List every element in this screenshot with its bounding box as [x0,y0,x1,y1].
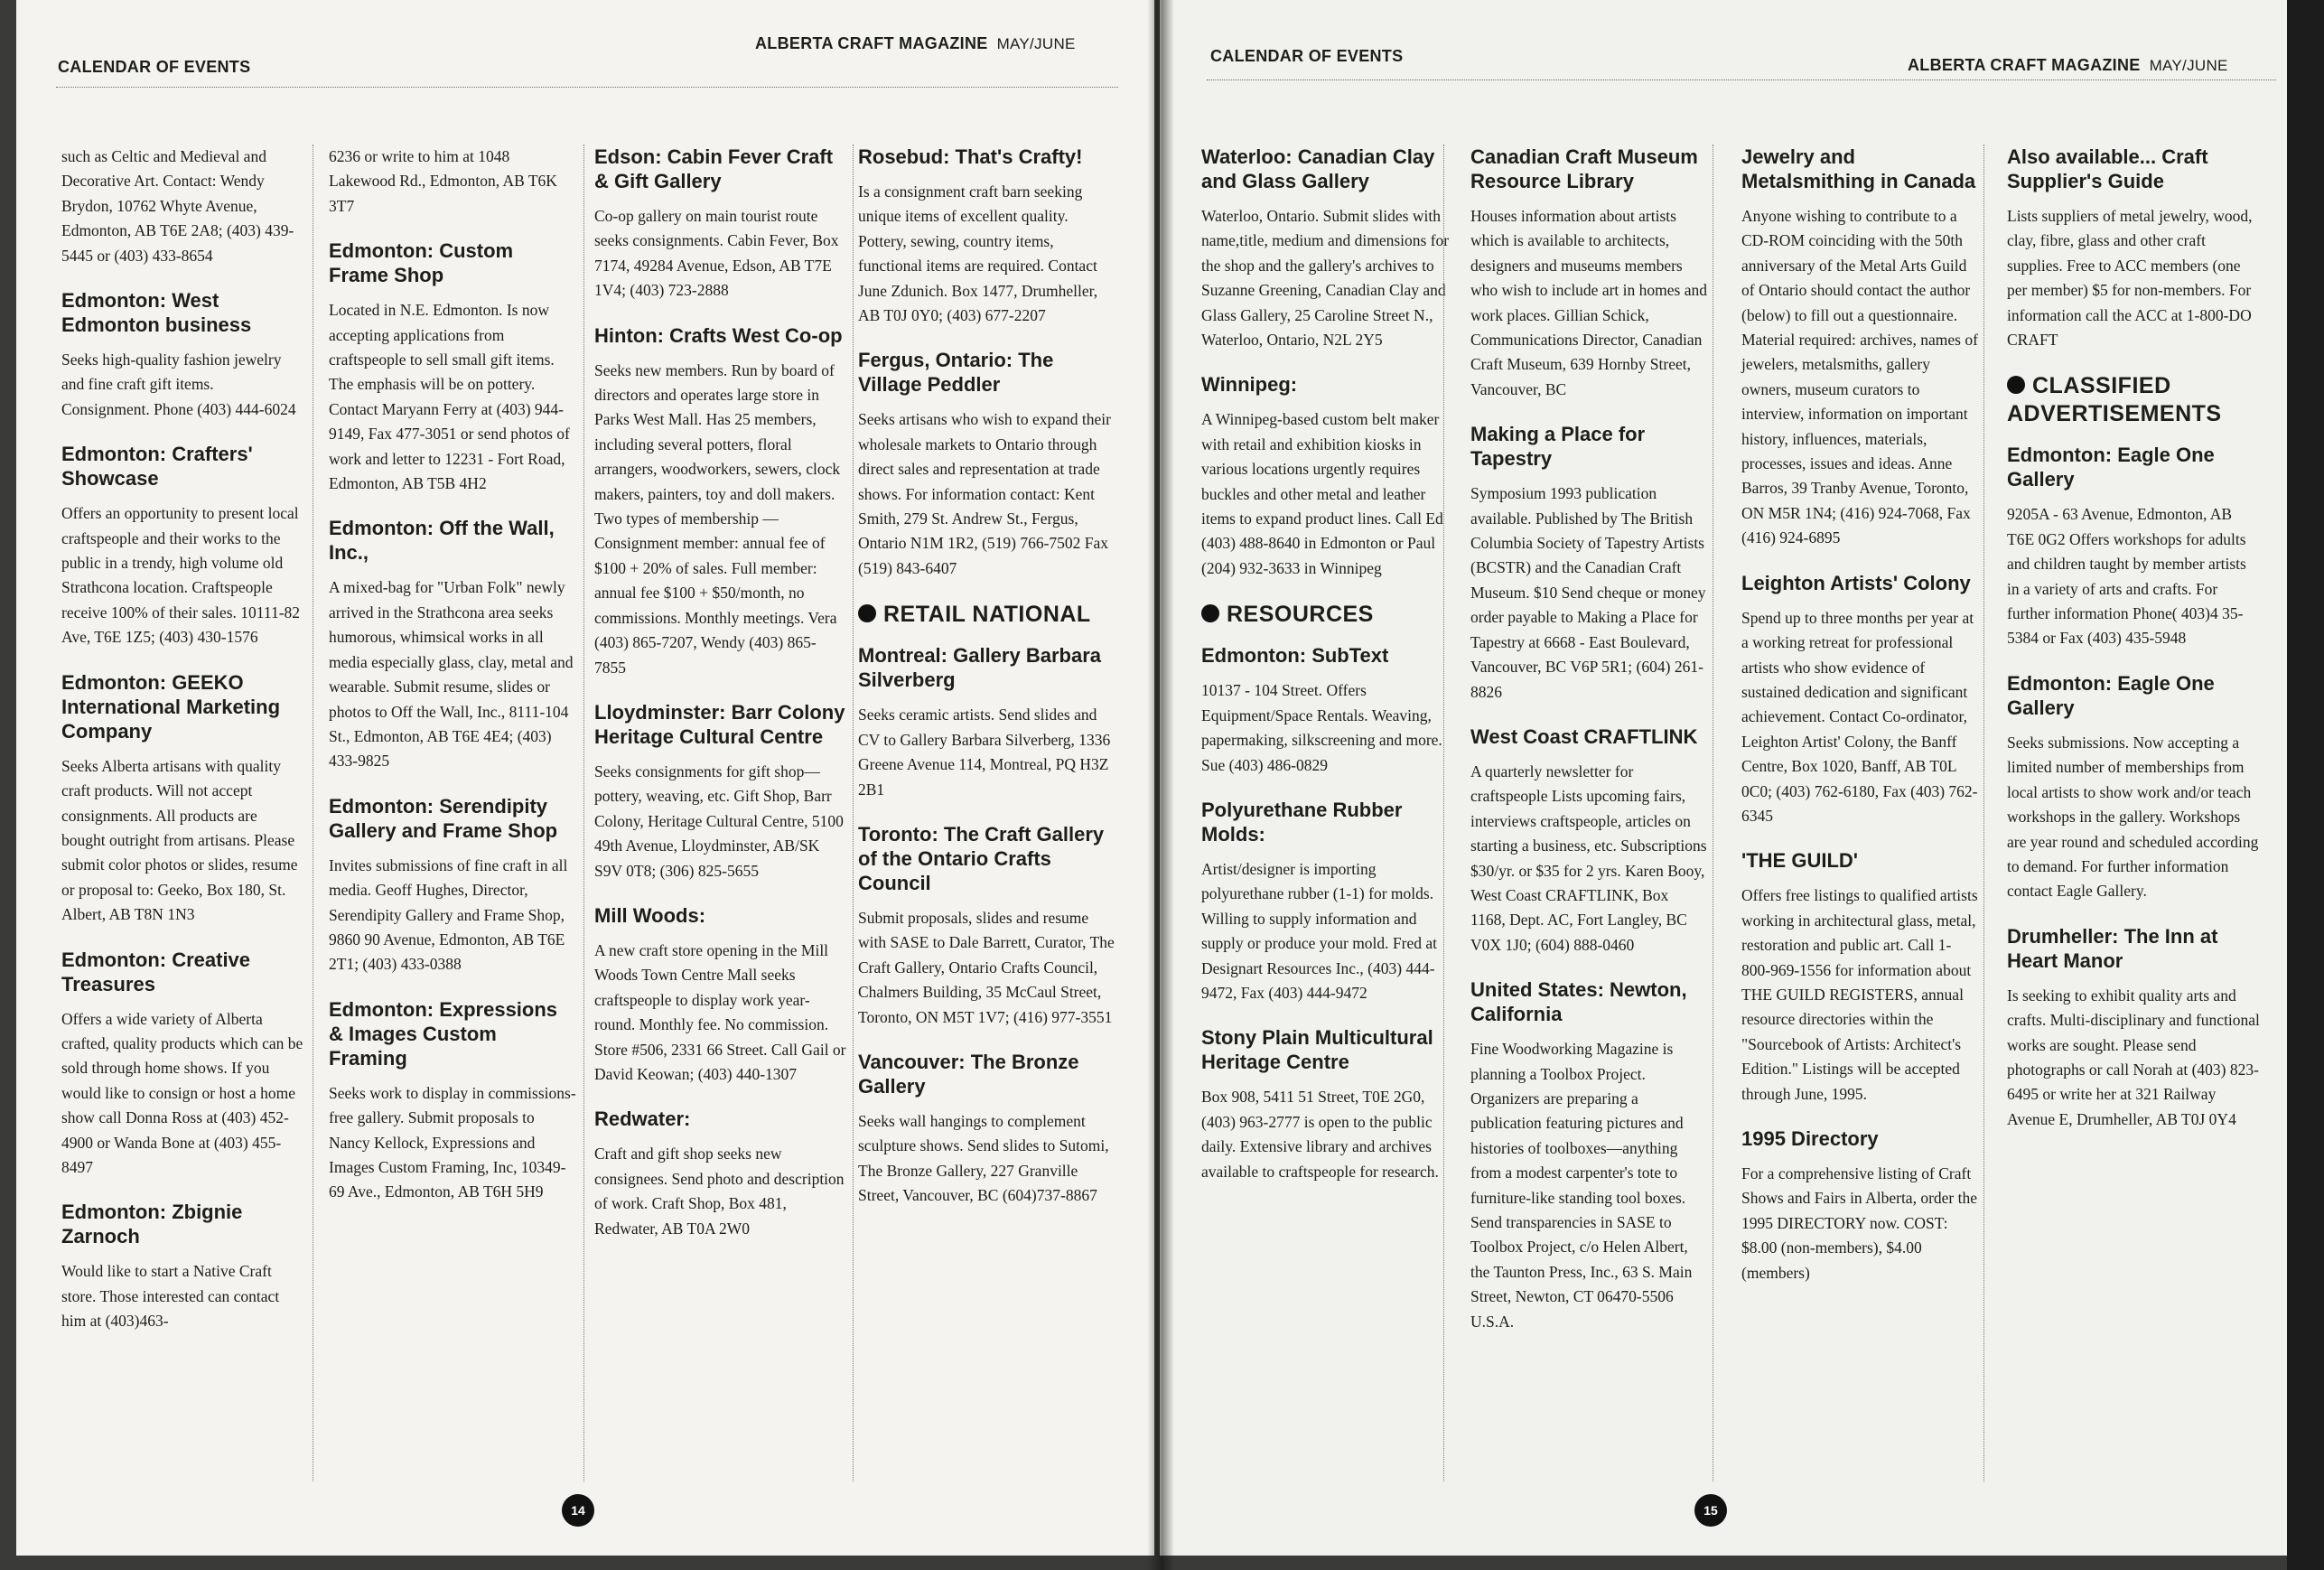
listing-body: Offers a wide variety of Alberta crafted, quality products which can be sold through home shows. If you would like to consign or host a home show call Donna Ross at (403) 452-4900 or Wanda Bone at (403) 455-8497 [61,1009,303,1176]
listing-item [594,903,847,1087]
right-page [1160,0,2287,1556]
listing-item [1201,798,1454,1005]
listing-body: Seeks submissions. Now accepting a limited number of memberships from local artists to show work and/or teach workshops in the gallery. Workshops are year round and scheduled according to demand. For further information contact Eagle Gallery. [2007,733,2259,901]
listing-item [329,794,576,977]
listing-item [1201,145,1454,352]
listing-item [61,288,303,422]
listing-body: Houses information about artists which is available to architects, designers and museums members who wish to include art in homes and work places. Gillian Schick, Communications Director, Canadian Craft Museum, 639 Hornby Street, Vancouver, BC [1470,207,1707,398]
listing-body: Fine Woodworking Magazine is planning a Toolbox Project. Organizers are preparing a publication featuring pictures and histories of toolboxes—anything from a modest carpenter's tote to furniture-like standing tool boxes. Send transparencies in SASE to Toolbox Project, c/o Helen Albert, the Taunton Press, Inc., 63 S. Main Street, Newton, CT 06470-5506 U.S.A. [1470,1040,1693,1331]
listing-body: Is a consignment craft barn seeking unique items of excellent quality. Pottery, sewing, country items, functional items are required. Contact June Zdunich. Box 1477, Drumheller, AB T0J 0Y0; (403) 677-2207 [858,182,1098,325]
listing-item [2007,145,2262,352]
listing-body: A new craft store opening in the Mill Woods Town Centre Mall seeks craftspeople to display work year-round. Monthly fee. No commission. Store #506, 2331 66 Street. Call Gail or David Keowan; (403) 440-1307 [594,940,846,1083]
listing-body: Seeks work to display in commissions-free gallery. Submit proposals to Nancy Kellock, Expressions and Images Custom Framing, Inc, 10349-69 Ave., Edmonton, AB T6H 5H9 [329,1083,576,1201]
listing-body: Lists suppliers of metal jewelry, wood, clay, fibre, glass and other craft supplies. Free to ACC members (one per member) $5 for non-members. For information call the ACC at 1-800-DO CRAFT [2007,207,2253,350]
listing-body: Anyone wishing to contribute to a CD-ROM coinciding with the 50th anniversary of the Metal Arts Guild of Ontario should contact the author (below) to fill out a questionnaire. Material required: archives, names of jewelers, metalsmiths, gallery owners, museum curators to interview, information on important history, influences, materials, processes, issues and ideas. Anne Barros, 39 Tranby Avenue, Toronto, ON M5R 1N4; (416) 924-7068, Fax (416) 924-6895 [1741,207,1978,547]
listing-title: Polyurethane Rubber Molds: [1201,798,1403,846]
bullet-icon [2007,376,2025,394]
listing-body: Seeks Alberta artisans with quality craft products. Will not accept consignments. All products are bought outright from artisans. Please submit color photos or slides, resume or proposal to: Geeko, Box 180, St. Albert, AB T8N 1N3 [61,756,298,924]
column-2 [1470,145,1707,1354]
listing-item [1741,145,1980,551]
listing-item [1201,643,1454,778]
column-divider [1443,145,1444,1481]
listing-item [1741,571,1980,829]
column-4 [2007,145,2262,1152]
header-rule [56,87,1118,88]
listing-title: Vancouver: The Bronze Gallery [858,1050,1079,1098]
section-heading-text: CLASSIFIED ADVERTISEMENTS [2007,373,2222,427]
listing-body: Craft and gift shop seeks new consignees. Send photo and description of work. Craft Shop, Box 481, Redwater, AB T0A 2W0 [594,1145,845,1238]
page-number: 15 [1694,1494,1727,1527]
background-edge [2287,0,2324,1570]
column-divider [583,145,584,1481]
listing-body: A mixed-bag for "Urban Folk" newly arrived in the Strathcona area seeks humorous, whimsical works in all media especially glass, clay, metal and wearable. Submit resume, slides or photos to Off the Wall, Inc., 8111-104 St., Edmonton, AB T6E 4E4; (403) 433-9825 [329,578,574,771]
listing-title: Edson: Cabin Fever Craft & Gift Gallery [594,145,834,192]
magazine-header [1908,56,2228,75]
listing-item [594,1107,847,1241]
listing-item [858,1050,1115,1209]
listing-body: 10137 - 104 Street. Offers Equipment/Space Rentals. Weaving, papermaking, silkscreening and more. Sue (403) 486-0829 [1201,681,1442,774]
listing-body: Submit proposals, slides and resume with SASE to Dale Barrett, Curator, The Craft Gallery, Ontario Crafts Council, Chalmers Building, 35 McCaul Street, Toronto, ON M5T 1V7; (416) 977-3551 [858,908,1115,1026]
listing-title: Edmonton: Creative Treasures [61,948,251,995]
listing-title: Canadian Craft Museum Resource Library [1470,145,1698,192]
column-2 [329,145,576,1225]
listing-title: Hinton: Crafts West Co-op [594,323,843,347]
listing-body: Would like to start a Native Craft store. Those interested can contact him at (403)463- [61,1262,280,1331]
listing-body: For a comprehensive listing of Craft Shows and Fairs in Alberta, order the 1995 DIRECTORY now. COST: $8.00 (non-members), $4.00 (members) [1741,1164,1977,1282]
column-3 [1741,145,1980,1305]
listing-body: Offers free listings to qualified artists working in architectural glass, metal, restoration and public art. Call 1-800-969-1556 for information about THE GUILD REGISTERS, annual resource directories within the "Sourcebook of Artists: Architect's Edition." Listings will be accepted through June, 1995. [1741,886,1978,1103]
listing-item [61,1200,303,1333]
listing-title: Edmonton: Serendipity Gallery and Frame Shop [329,794,558,842]
listing-item [329,145,576,219]
listing-item [2007,924,2262,1132]
listing-title: Edmonton: Eagle One Gallery [2007,671,2215,719]
listing-item [858,822,1115,1030]
listing-item [329,516,576,773]
listing-item [1470,977,1707,1334]
listing-body: Seeks artisans who wish to expand their wholesale markets to Ontario through direct sales and representation at trade shows. For information contact: Kent Smith, 279 St. Andrew St., Fergus, Ontario N1M 1R2, (519) 766-7502 Fax (519) 843-6407 [858,410,1111,577]
listing-title: Waterloo: Canadian Clay and Glass Gallery [1201,145,1435,192]
listing-body: Symposium 1993 publication available. Published by The British Columbia Society of Tapestry Artists (BCSTR) and the Canadian Craft Museum. $10 Send cheque or money order payable to Making a Place for Tapestry at 6668 - East Boulevard, Vancouver, BC V6P 5R1; (604) 261-8826 [1470,484,1706,701]
listing-title: Edmonton: Off the Wall, Inc., [329,517,555,565]
listing-body: Box 908, 5411 51 Street, T0E 2G0, (403) 963-2777 is open to the public daily. Extensive library and archives available to craftspeople for research. [1201,1088,1439,1181]
listing-body: A Winnipeg-based custom belt maker with retail and exhibition kiosks in various locations urgently requires buckles and other metal and leather items to expand product lines. Call Ed (403) 488-8640 in Edmonton or Paul (204) 932-3633 in Winnipeg [1201,410,1443,577]
header-rule [1207,79,2276,80]
bullet-icon [1201,604,1219,622]
listing-title: Also available... Craft Supplier's Guide [2007,145,2208,192]
listing-body: Offers an opportunity to present local craftspeople and their works to the public in a trendy, high volume old Strathcona location. Craftspeople receive 100% of their sales. 10111-82 Ave, T6E 1Z5; (403) 430-1576 [61,504,301,647]
listing-item [594,145,847,304]
listing-title: Edmonton: West Edmonton business [61,289,252,337]
listing-title: Edmonton: GEEKO International Marketing Company [61,670,281,743]
listing-title: Redwater: [594,1107,691,1131]
listing-body: Seeks new members. Run by board of directors and operates large store in Parks West Mall. Has 25 members, including several potters, floral arrangers, woodworkers, sewers, clock makers, painters, toy and doll makers. Two types of membership — Consignment member: annual fee of $100 + 20% of sales. Full member: annual fee $100 + $50/month, no commissions. Monthly meetings. Vera (403) 865-7207, Wendy (403) 865-7855 [594,360,841,677]
page-number: 14 [562,1494,594,1527]
listing-body: A quarterly newsletter for craftspeople Lists upcoming fairs, interviews craftspeople, articles on starting a business, etc. Subscriptions $30/yr. or $35 for 2 yrs. Karen Booy, West Coast CRAFTLINK, Box 1168, Dept. AC, Fort Langley, BC V0X 1J0; (604) 888-0460 [1470,762,1707,954]
listing-title: Leighton Artists' Colony [1741,571,1971,594]
listing-item [1741,1126,1980,1285]
listing-item [858,643,1115,802]
listing-item [61,145,303,268]
listing-title: Drumheller: The Inn at Heart Manor [2007,924,2218,972]
column-3 [594,145,847,1261]
listing-body: Spend up to three months per year at a working retreat for professional artists who show evidence of sustained dedication and significant achievement. Contact Co-ordinator, Leighton Artist' Colony, the Banff Centre, Box 1020, Banff, AB T0L 0C0; (403) 762-6180, Fax (403) 762-6345 [1741,608,1978,825]
listing-item [858,348,1115,581]
column-1 [61,145,303,1354]
listing-title: United States: Newton, California [1470,978,1687,1026]
listing-title: Jewelry and Metalsmithing in Canada [1741,145,1976,192]
listing-item [61,442,303,649]
section-heading [1201,601,1454,629]
listing-item [2007,443,2262,650]
listing-item [1470,724,1707,958]
listing-item [1201,372,1454,581]
issue-label: MAY/JUNE [996,35,1076,52]
column-4 [858,145,1115,1229]
listing-body: 9205A - 63 Avenue, Edmonton, AB T6E 0G2 Offers workshops for adults and children taught by member artists in a variety of arts and crafts. For further information Phone( 403)4 35-5384 or Fax (403) 435-5948 [2007,505,2246,648]
listing-title: Edmonton: Custom Frame Shop [329,239,514,287]
listing-item [2007,671,2262,904]
listing-title: Making a Place for Tapestry [1470,423,1646,471]
listing-item [1470,145,1707,402]
listing-item [858,145,1115,328]
listing-body: Invites submissions of fine craft in all media. Geoff Hughes, Director, Serendipity Gallery and Frame Shop, 9860 90 Avenue, Edmonton, AB T6E 2T1; (403) 433-0388 [329,855,568,974]
page-gutter-shadow [1147,0,1174,1570]
listing-title: Stony Plain Multicultural Heritage Centre [1201,1026,1433,1074]
listing-title: Edmonton: Crafters' Showcase [61,443,253,491]
listing-body: Waterloo, Ontario. Submit slides with name,title, medium and dimensions for the shop and the gallery's archives to Suzanne Greening, Canadian Clay and Glass Gallery, 25 Caroline Street N., Waterloo, Ontario, N2L 2Y5 [1201,207,1450,350]
magazine-title: ALBERTA CRAFT MAGAZINE [1908,56,2141,74]
listing-item [1201,1025,1454,1184]
magazine-title: ALBERTA CRAFT MAGAZINE [755,34,988,52]
left-page [16,0,1154,1556]
column-divider [853,145,854,1481]
listing-body: Seeks consignments for gift shop—pottery, weaving, etc. Gift Shop, Barr Colony, Heritage Cultural Centre, 5100 49th Avenue, Lloydminster, AB/SK S9V 0T8; (306) 825-5655 [594,762,844,880]
listing-item [61,670,303,928]
listing-item [61,948,303,1181]
listing-body: Artist/designer is importing polyurethane rubber (1-1) for molds. Willing to supply information and supply or produce your mold. Fred at Designart Resources Inc., (403) 444-9472, Fax (403) 444-9472 [1201,859,1437,1002]
listing-title: Edmonton: Expressions & Images Custom Framing [329,997,558,1070]
listing-body: Co-op gallery on main tourist route seeks consignments. Cabin Fever, Box 7174, 49284 Avenue, Edson, AB T7E 1V4; (403) 723-2888 [594,207,839,300]
listing-title: Edmonton: Eagle One Gallery [2007,444,2215,491]
listing-body: such as Celtic and Medieval and Decorative Art. Contact: Wendy Brydon, 10762 Whyte Avenue, Edmonton, AB T6E 2A8; (403) 439-5445 or (403) 433-8654 [61,147,294,265]
listing-body: Seeks wall hangings to complement sculpture shows. Send slides to Sutomi, The Bronze Gallery, 227 Granville Street, Vancouver, BC (604)737-8867 [858,1111,1109,1205]
listing-title: Mill Woods: [594,903,706,927]
listing-title: 1995 Directory [1741,1127,1879,1150]
listing-body: Seeks high-quality fashion jewelry and fine craft gift items. Consignment. Phone (403) 444-6024 [61,350,296,418]
listing-title: Montreal: Gallery Barbara Silverberg [858,644,1101,692]
listing-body: Located in N.E. Edmonton. Is now accepting applications from craftspeople to sell small gift items. The emphasis will be on pottery. Contact Maryann Ferry at (403) 944-9149, Fax 477-3051 or send photos of work and letter to 12231 - Fort Road, Edmonton, AB T5B 4H2 [329,301,570,493]
listing-title: West Coast CRAFTLINK [1470,724,1698,748]
listing-body: Seeks ceramic artists. Send slides and CV to Gallery Barbara Silverberg, 1336 Greene Avenue 114, Montreal, PQ H3Z 2B1 [858,706,1111,799]
section-heading [858,601,1115,629]
magazine-header [755,34,1076,53]
bullet-icon [858,604,876,622]
section-heading-text: RESOURCES [1227,602,1374,628]
section-heading [2007,372,2262,428]
listing-title: Edmonton: SubText [1201,644,1389,668]
listing-title: Edmonton: Zbignie Zarnoch [61,1201,243,1248]
listing-title: Rosebud: That's Crafty! [858,145,1083,168]
listing-item [329,238,576,496]
column-divider [1983,145,1984,1481]
listing-title: Fergus, Ontario: The Village Peddler [858,349,1054,397]
listing-title: Lloydminster: Barr Colony Heritage Cultural Centre [594,700,845,748]
column-1 [1201,145,1454,1204]
issue-label: MAY/JUNE [2149,57,2228,74]
listing-body: 6236 or write to him at 1048 Lakewood Rd., Edmonton, AB T6K 3T7 [329,147,557,215]
listing-body: Is seeking to exhibit quality arts and crafts. Multi-disciplinary and functional works are sought. Please send photographs or call Norah at (403) 823-6495 or write her at 321 Railway Avenue E, Drumheller, AB T0J 0Y4 [2007,986,2260,1128]
listing-title: Toronto: The Craft Gallery of the Ontario Crafts Council [858,822,1105,894]
section-header: CALENDAR OF EVENTS [58,58,251,76]
listing-title: Winnipeg: [1201,373,1298,397]
listing-item [594,323,847,680]
listing-item [1741,848,1980,1107]
listing-item [594,700,847,883]
section-header: CALENDAR OF EVENTS [1210,47,1404,65]
listing-item [329,997,576,1205]
section-heading-text: RETAIL NATIONAL [883,602,1091,628]
listing-item [1470,422,1707,705]
listing-title: 'THE GUILD' [1741,849,1859,873]
